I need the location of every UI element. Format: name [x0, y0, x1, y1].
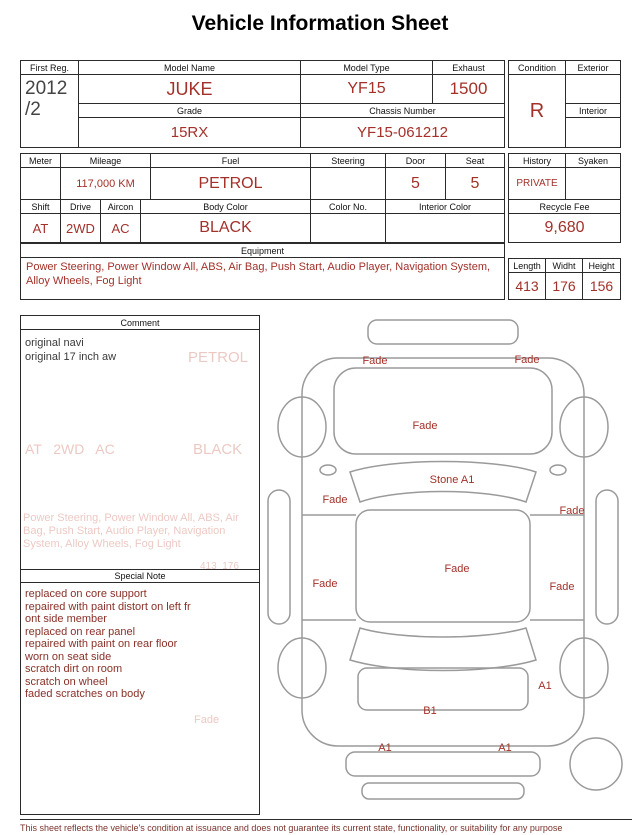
- note-line: worn on seat side: [25, 650, 112, 663]
- interior-value-empty: [566, 118, 620, 147]
- note-line: repaired with paint on rear floor: [25, 638, 178, 650]
- annotation-front-right: Fade: [514, 354, 540, 366]
- mileage-label: Mileage: [61, 154, 151, 168]
- annotation-right-rear-panel: A1: [538, 680, 552, 692]
- ghost-text: 413 176: [200, 561, 239, 572]
- front-bumper: [368, 320, 518, 344]
- ghost-text: AT 2WD AC: [25, 441, 115, 457]
- hood-panel: [334, 368, 552, 454]
- condition-label: Condition: [509, 61, 566, 75]
- chassis-value: YF15-061212: [357, 124, 448, 141]
- syaken-value-empty: [566, 168, 620, 200]
- annotation-right-rear-door: Fade: [549, 581, 575, 593]
- rear-valance: [362, 783, 524, 799]
- annotation-right-front: Fade: [559, 505, 585, 517]
- ghost-text: BLACK: [193, 441, 243, 458]
- ghost-text: Power Steering, Power Window All, ABS, Air Bag, Push Start, Audio Player, Navigation System, Alloy Wheels, Fog Light: [23, 512, 239, 550]
- grade-value: 15RX: [79, 118, 301, 147]
- drive-label: Drive: [61, 200, 101, 214]
- spare-tire: [570, 738, 622, 790]
- interior-color-value-empty: [386, 214, 504, 242]
- length-label: Length: [509, 259, 546, 273]
- ghost-text: Fade: [194, 714, 220, 726]
- width-label: Widht: [546, 259, 583, 273]
- first-reg-month: /2: [25, 99, 41, 120]
- interior-color-label: Interior Color: [386, 200, 504, 214]
- dimensions-table: [508, 258, 621, 300]
- steering-label: Steering: [311, 154, 386, 168]
- history-table: [508, 153, 621, 243]
- car-condition-diagram: [262, 312, 637, 812]
- comment-line: original 17 inch aw: [25, 351, 117, 363]
- first-reg-value: [21, 75, 79, 147]
- annotation-hood: Fade: [412, 420, 438, 432]
- mileage-value: 117,000 KM: [61, 168, 151, 200]
- spec-table: [20, 153, 505, 243]
- chassis-label: Chassis Number: [301, 104, 504, 118]
- special-note-label: Special Note: [21, 569, 259, 583]
- note-line: ont side member: [25, 613, 107, 625]
- recycle-fee-value: 9,680: [544, 219, 585, 236]
- fuel-value: PETROL: [151, 168, 311, 200]
- ghost-text: PETROL: [188, 349, 249, 366]
- note-line: scratch on wheel: [25, 675, 108, 688]
- model-name-label: Model Name: [79, 61, 301, 75]
- door-label: Door: [386, 154, 446, 168]
- special-note-content: [21, 583, 259, 814]
- meter-label: Meter: [21, 154, 61, 168]
- fuel-label: Fuel: [151, 154, 311, 168]
- recycle-fee-label: Recycle Fee: [509, 200, 620, 214]
- height-value: 156: [589, 278, 614, 294]
- steering-value-empty: [311, 168, 386, 200]
- comment-label: Comment: [21, 316, 259, 330]
- drive-value: 2WD: [61, 214, 101, 242]
- exhaust-value: 1500: [433, 75, 504, 104]
- grade-label: Grade: [79, 104, 301, 118]
- equipment-text: Power Steering, Power Window All, ABS, Air Bag, Push Start, Audio Player, Navigation System, Alloy Wheels, Fog Light: [26, 261, 491, 287]
- shift-value: AT: [21, 214, 61, 242]
- door-value: 5: [386, 168, 446, 200]
- color-no-label: Color No.: [311, 200, 386, 214]
- note-line: replaced on core support: [25, 588, 147, 600]
- annotation-left-rear-door: Fade: [312, 578, 338, 590]
- note-line: repaired with paint distort on left fr: [25, 600, 191, 613]
- annotation-rear-panel: B1: [423, 705, 437, 717]
- equipment-label: Equipment: [21, 244, 504, 258]
- equipment-table: [20, 243, 505, 300]
- history-label: History: [509, 154, 566, 168]
- rear-bumper: [346, 752, 540, 776]
- first-reg-label: First Reg.: [21, 61, 79, 75]
- comment-line: original navi: [25, 337, 84, 349]
- exterior-value-empty: [566, 75, 620, 104]
- exhaust-label: Exhaust: [433, 61, 504, 75]
- meter-value-empty: [21, 168, 61, 200]
- color-no-value-empty: [311, 214, 386, 242]
- model-name-value: JUKE: [79, 75, 301, 104]
- annotation-front-left: Fade: [362, 355, 388, 367]
- note-line: scratch dirt on room: [25, 663, 123, 675]
- rear-window: [350, 628, 536, 671]
- interior-label: Interior: [566, 104, 620, 118]
- length-value: 413: [509, 273, 546, 299]
- right-mirror: [550, 465, 566, 475]
- syaken-label: Syaken: [566, 154, 620, 168]
- seat-value: 5: [446, 168, 504, 200]
- width-value: 176: [546, 273, 583, 299]
- annotation-left-front-door: Fade: [322, 494, 348, 506]
- trunk-panel: [358, 668, 528, 710]
- annotation-roof: Fade: [444, 563, 470, 575]
- note-line: replaced on rear panel: [25, 625, 136, 638]
- condition-value: R: [509, 75, 566, 147]
- condition-table: [508, 60, 621, 148]
- first-reg-year: 2012: [25, 78, 68, 99]
- aircon-value: AC: [101, 214, 141, 242]
- body-color-value: BLACK: [141, 214, 311, 242]
- annotation-rear-right: A1: [498, 742, 512, 754]
- right-side-panel: [596, 490, 618, 624]
- note-line: faded scratches on body: [25, 688, 145, 700]
- page-title: Vehicle Information Sheet: [191, 12, 449, 35]
- height-label: Height: [583, 259, 620, 273]
- left-mirror: [320, 465, 336, 475]
- roof-panel: [356, 510, 530, 622]
- model-type-value: YF15: [301, 75, 433, 104]
- seat-label: Seat: [446, 154, 504, 168]
- annotation-windshield: Stone A1: [429, 474, 475, 486]
- body-color-label: Body Color: [141, 200, 311, 214]
- aircon-label: Aircon: [101, 200, 141, 214]
- left-side-panel: [268, 490, 290, 624]
- history-value: PRIVATE: [509, 168, 566, 200]
- annotation-rear-left: A1: [378, 742, 392, 754]
- model-type-label: Model Type: [301, 61, 433, 75]
- footer-disclaimer: This sheet reflects the vehicle's condition at issuance and does not guarantee its current state, functionality, or suitability for any purpose: [20, 819, 632, 833]
- info-table: [20, 60, 505, 148]
- exterior-label: Exterior: [566, 61, 620, 75]
- shift-label: Shift: [21, 200, 61, 214]
